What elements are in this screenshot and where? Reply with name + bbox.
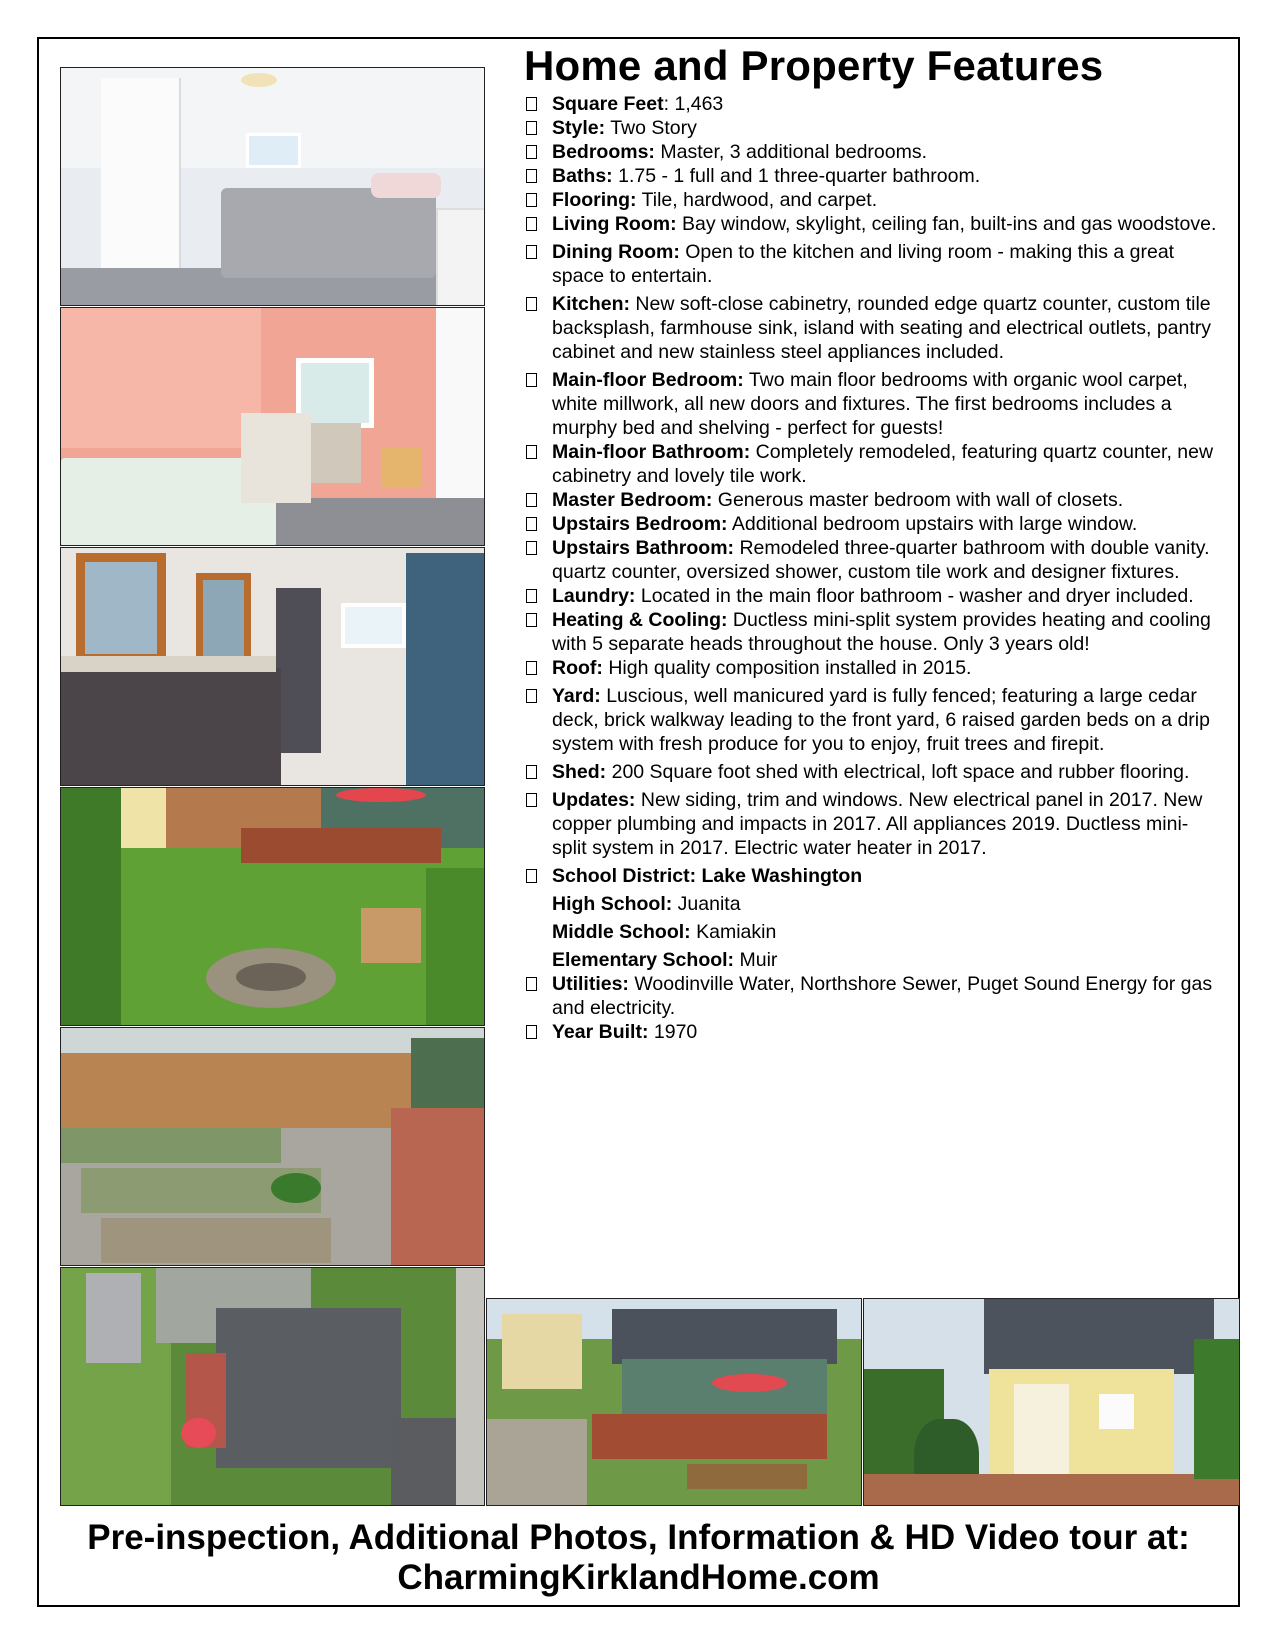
school-item — [524, 892, 1224, 916]
feature-label: Bedrooms: — [552, 141, 655, 163]
checkbox-bullet-icon — [526, 517, 537, 531]
checkbox-bullet-icon — [526, 1025, 537, 1039]
feature-text — [546, 972, 1220, 1020]
feature-item — [524, 864, 1224, 888]
feature-value: Luscious, well manicured yard is fully fenced; featuring a large cedar deck, brick walkway leading to the front yard, 6 raised garden beds on a drip system with fresh produce for you to enjoy, fruit trees and firepit. — [552, 685, 1210, 755]
feature-value: High quality composition installed in 2015. — [608, 657, 972, 679]
feature-value: Two main floor bedrooms with organic wool carpet, white millwork, all new doors and fixtures. The first bedrooms includes a murphy bed and shelving - perfect for guests! — [552, 369, 1188, 439]
features-list — [524, 92, 1224, 1044]
feature-label: Upstairs Bedroom: — [552, 513, 728, 535]
feature-item — [524, 584, 1224, 608]
feature-value: Woodinville Water, Northshore Sewer, Puget Sound Energy for gas and electricity. — [552, 973, 1213, 1019]
feature-value: Two Story — [610, 117, 697, 139]
feature-item — [524, 1020, 1224, 1044]
feature-item — [524, 92, 1224, 116]
bedroom-photo — [60, 67, 485, 306]
checkbox-bullet-icon — [526, 245, 537, 259]
feature-item — [524, 788, 1224, 860]
feature-text — [546, 368, 1220, 440]
feature-text — [546, 864, 862, 888]
feature-value: Located in the main floor bathroom - washer and dryer included. — [640, 585, 1194, 607]
feature-item — [524, 440, 1224, 488]
feature-label: Main-floor Bathroom: — [552, 441, 751, 463]
feature-label: Laundry: — [552, 585, 636, 607]
feature-value: 1.75 - 1 full and 1 three-quarter bathroom. — [618, 165, 981, 187]
checkbox-bullet-icon — [526, 613, 537, 627]
feature-text — [546, 440, 1220, 488]
feature-text: Square Feet: 1,463 — [552, 93, 724, 115]
feature-text — [546, 584, 1194, 608]
feature-label: Living Room: — [552, 213, 677, 235]
feature-item — [524, 188, 1224, 212]
feature-value: New soft-close cabinetry, rounded edge quartz counter, custom tile backsplash, farmhouse sink, island with seating and electrical outlets, pantry cabinet and new stainless steel appliances included. — [552, 293, 1212, 363]
feature-value: Bay window, skylight, ceiling fan, built-ins and gas woodstove. — [682, 213, 1217, 235]
school-label: Elementary School: — [552, 949, 735, 971]
bathroom-photo — [60, 547, 485, 786]
checkbox-bullet-icon — [526, 793, 537, 807]
feature-text — [546, 188, 877, 212]
feature-text — [546, 656, 971, 680]
checkbox-bullet-icon — [526, 121, 537, 135]
feature-value: Master, 3 additional bedrooms. — [660, 141, 928, 163]
feature-value: Ductless mini-split system provides heating and cooling with 5 separate heads throughout the house. Only 3 years old! — [552, 609, 1211, 655]
feature-label: Style: — [552, 117, 606, 139]
feature-label: Shed: — [552, 761, 607, 783]
feature-text — [546, 608, 1220, 656]
checkbox-bullet-icon — [526, 297, 537, 311]
feature-text — [546, 140, 927, 164]
footer — [37, 1518, 1240, 1598]
feature-item — [524, 684, 1224, 756]
website-link[interactable]: CharmingKirklandHome.com — [397, 1558, 880, 1597]
feature-label: Kitchen: — [552, 293, 630, 315]
feature-item — [524, 488, 1224, 512]
checkbox-bullet-icon — [526, 169, 537, 183]
checkbox-bullet-icon — [526, 689, 537, 703]
checkbox-bullet-icon — [526, 765, 537, 779]
feature-text — [546, 240, 1220, 288]
feature-item — [524, 164, 1224, 188]
feature-label: Main-floor Bedroom: — [552, 369, 744, 391]
feature-label: Flooring: — [552, 189, 637, 211]
school-name: Juanita — [677, 893, 741, 915]
feature-value: Generous master bedroom with wall of closets. — [717, 489, 1124, 511]
feature-item — [524, 512, 1224, 536]
school-item — [524, 948, 1224, 972]
house-exterior-deck-photo — [486, 1298, 862, 1506]
backyard-firepit-photo — [60, 787, 485, 1026]
school-label: Middle School: — [552, 921, 691, 943]
feature-label: Updates: — [552, 789, 636, 811]
school-label: High School: — [552, 893, 673, 915]
feature-text — [546, 760, 1189, 784]
feature-text — [546, 512, 1137, 536]
feature-item — [524, 240, 1224, 288]
feature-item — [524, 368, 1224, 440]
feature-item — [524, 116, 1224, 140]
feature-text — [546, 488, 1123, 512]
school-name: Kamiakin — [696, 921, 777, 943]
feature-item — [524, 760, 1224, 784]
feature-value: Tile, hardwood, and carpet. — [641, 189, 878, 211]
feature-label: Master Bedroom: — [552, 489, 713, 511]
aerial-view-photo — [60, 1267, 485, 1506]
checkbox-bullet-icon — [526, 493, 537, 507]
feature-text — [546, 788, 1220, 860]
feature-label: Year Built: — [552, 1021, 649, 1043]
checkbox-bullet-icon — [526, 589, 537, 603]
page-title: Home and Property Features — [524, 42, 1104, 89]
checkbox-bullet-icon — [526, 373, 537, 387]
feature-label: Utilities: — [552, 973, 629, 995]
feature-text — [546, 212, 1216, 236]
school-item — [524, 920, 1224, 944]
feature-text — [546, 1020, 697, 1044]
feature-value: Open to the kitchen and living room - making this a great space to entertain. — [552, 241, 1175, 287]
feature-label: Dining Room: — [552, 241, 680, 263]
checkbox-bullet-icon — [526, 97, 537, 111]
feature-label: Square Feet — [552, 93, 664, 115]
feature-value: Additional bedroom upstairs with large window. — [731, 513, 1138, 535]
feature-value: 1,463 — [674, 93, 724, 115]
feature-label: Baths: — [552, 165, 613, 187]
school-name: Muir — [739, 949, 778, 971]
feature-item — [524, 292, 1224, 364]
feature-label: School District: Lake Washington — [552, 865, 863, 887]
shed-photo — [863, 1298, 1240, 1506]
feature-item — [524, 656, 1224, 680]
checkbox-bullet-icon — [526, 445, 537, 459]
feature-item — [524, 972, 1224, 1020]
garden-beds-photo — [60, 1027, 485, 1266]
nursery-bedroom-photo — [60, 307, 485, 546]
feature-item — [524, 140, 1224, 164]
checkbox-bullet-icon — [526, 193, 537, 207]
feature-value: New siding, trim and windows. New electrical panel in 2017. New copper plumbing and impacts in 2017. All appliances 2019. Ductless mini-split system in 2017. Electric water heater in 2017. — [552, 789, 1203, 859]
checkbox-bullet-icon — [526, 661, 537, 675]
feature-text — [546, 536, 1220, 584]
feature-label: Upstairs Bathroom: — [552, 537, 735, 559]
footer-tour-text: Pre-inspection, Additional Photos, Information & HD Video tour at: — [87, 1518, 1190, 1557]
feature-label: Yard: — [552, 685, 601, 707]
checkbox-bullet-icon — [526, 217, 537, 231]
feature-value: Completely remodeled, featuring quartz counter, new cabinetry and lovely tile work. — [552, 441, 1214, 487]
checkbox-bullet-icon — [526, 541, 537, 555]
checkbox-bullet-icon — [526, 977, 537, 991]
feature-value: 1970 — [653, 1021, 698, 1043]
checkbox-bullet-icon — [526, 869, 537, 883]
feature-value: 200 Square foot shed with electrical, loft space and rubber flooring. — [611, 761, 1190, 783]
feature-text — [546, 116, 697, 140]
feature-item — [524, 536, 1224, 584]
feature-item — [524, 212, 1224, 236]
feature-text — [546, 684, 1220, 756]
feature-label: Roof: — [552, 657, 603, 679]
feature-item — [524, 608, 1224, 656]
checkbox-bullet-icon — [526, 145, 537, 159]
feature-text — [546, 292, 1220, 364]
feature-value: Remodeled three-quarter bathroom with double vanity. quartz counter, oversized shower, custom tile work and designer fixtures. — [552, 537, 1210, 583]
feature-label: Heating & Cooling: — [552, 609, 728, 631]
feature-text — [546, 164, 980, 188]
